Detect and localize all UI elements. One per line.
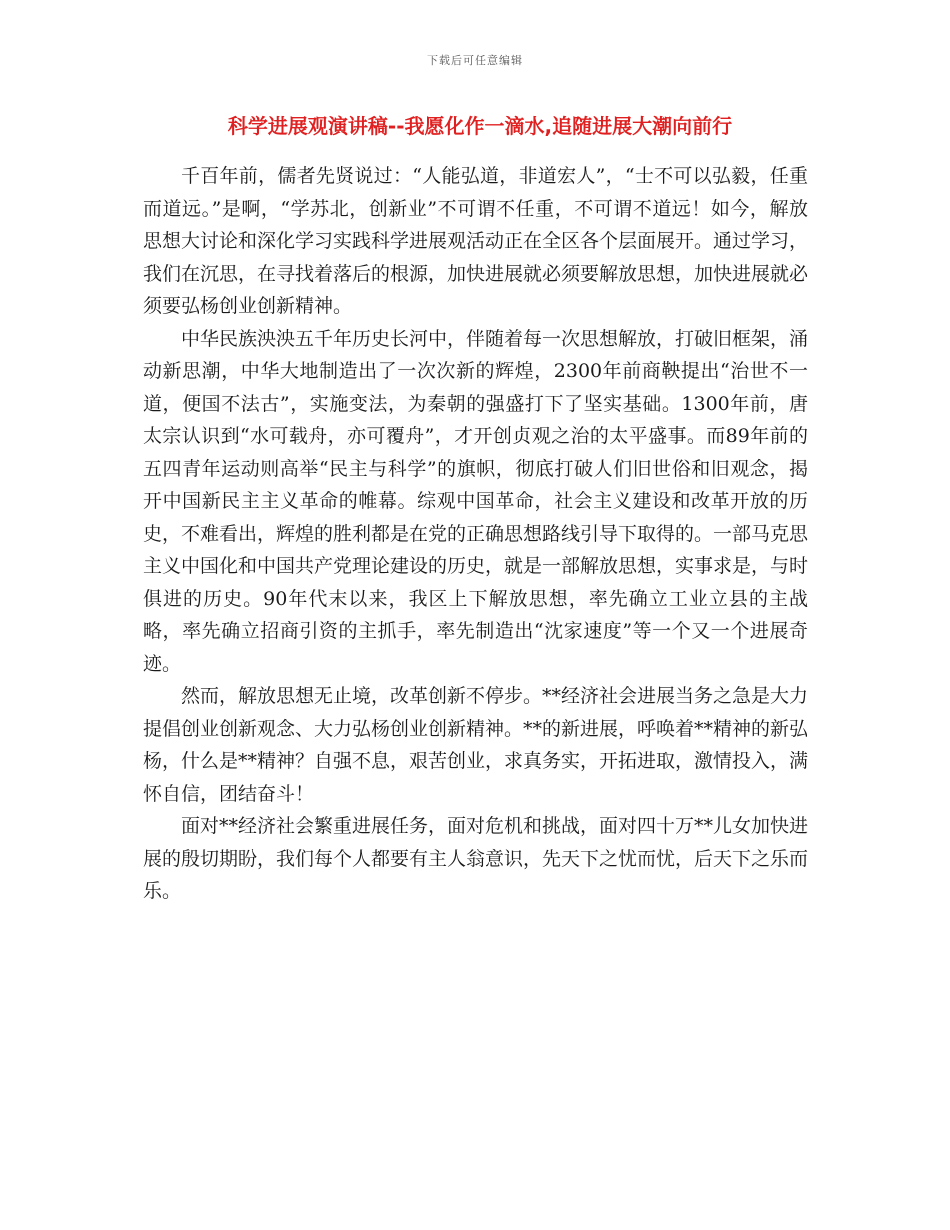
paragraph-1: 千百年前，儒者先贤说过：“人能弘道，非道宏人”，“士不可以弘毅，任重而道远。”是啊，“学苏北，创新业”不可谓不任重，不可谓不道远！如今，解放思想大讨论和深化学习实践科学进展观活动正在全区各个层面展开。通过学习，我们在沉思，在寻找着落后的根源，加快进展就必须要解放思想，加快进展就必须要弘杨创业创新精神。 [143,165,809,317]
document-title: 科学进展观演讲稿--我愿化作一滴水,追随进展大潮向前行 [227,114,733,138]
document-body [143,160,808,908]
paragraph-3: 然而，解放思想无止境，改革创新不停步。**经济社会进展当务之急是大力提倡创业创新观念、大力弘杨创业创新精神。**的新进展，呼唤着**精神的新弘杨，什么是**精神？自强不息，艰苦创业，求真务实，开拓进取，激情投入，满怀自信，团结奋斗！ [143,685,809,805]
paragraph-4: 面对**经济社会繁重进展任务，面对危机和挑战，面对四十万**儿女加快进展的殷切期盼，我们每个人都要有主人翁意识，先天下之忧而忧，后天下之乐而乐。 [143,815,809,902]
download-note: 下载后可任意编辑 [427,54,523,67]
paragraph-2: 中华民族泱泱五千年历史长河中，伴随着每一次思想解放，打破旧框架，涌动新思潮，中华大地制造出了一次次新的辉煌，2300年前商鞅提出“治世不一道，便国不法古”，实施变法，为秦朝的强盛打下了坚实基础。1300年前，唐太宗认识到“水可载舟，亦可覆舟”，才开创贞观之治的太平盛事。而89年前的五四青年运动则高举“民主与科学”的旗帜，彻底打破人们旧世俗和旧观念，揭开中国新民主主义革命的帷幕。综观中国革命，社会主义建设和改革开放的历史，不难看出，辉煌的胜利都是在党的正确思想路线引导下取得的。一部马克思主义中国化和中国共产党理论建设的历史，就是一部解放思想，实事求是，与时俱进的历史。90年代末以来，我区上下解放思想，率先确立工业立县的主战略，率先确立招商引资的主抓手，率先制造出“沈家速度”等一个又一个进展奇迹。 [143,327,809,675]
